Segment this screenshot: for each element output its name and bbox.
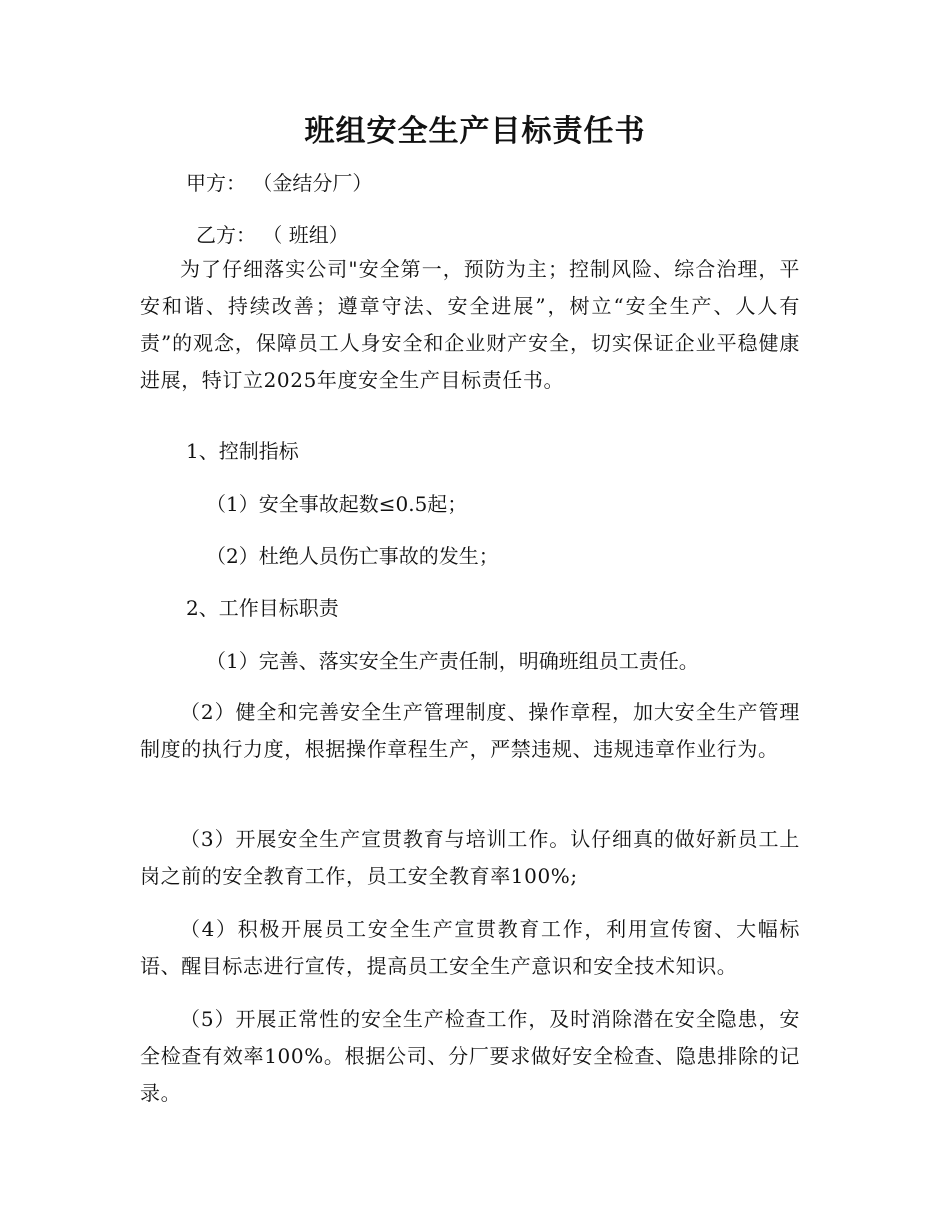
work-goal-item-2: （2）健全和完善安全生产管理制度、操作章程，加大安全生产管理制度的执行力度，根据操作章程生产，严禁违规、违规违章作业行为。 bbox=[140, 700, 800, 761]
control-indicator-item-1: （1）安全事故起数≤0.5起； bbox=[206, 492, 468, 516]
section-2-heading: 2、工作目标职责 bbox=[186, 596, 339, 620]
intro-paragraph: 为了仔细落实公司"安全第一，预防为主；控制风险、综合治理，平安和谐、持续改善；遵章守法、安全进展”，树立“安全生产、人人有责”的观念，保障员工人身安全和企业财产安全，切实保证企业平稳健康进展，特订立2025年度安全生产目标责任书。 bbox=[140, 257, 800, 392]
control-indicator-item-2: （2）杜绝人员伤亡事故的发生； bbox=[206, 544, 499, 568]
section-1-heading: 1、控制指标 bbox=[186, 439, 299, 463]
document-title: 班组安全生产目标责任书 bbox=[304, 114, 646, 149]
work-goal-item-3: （3）开展安全生产宣贯教育与培训工作。认仔细真的做好新员工上岗之前的安全教育工作，员工安全教育率100%; bbox=[140, 827, 800, 888]
party-a-line: 甲方： （金结分厂） bbox=[186, 171, 373, 195]
party-b-line: 乙方： （ 班组） bbox=[196, 223, 349, 247]
work-goal-item-1: （1）完善、落实安全生产责任制，明确班组员工责任。 bbox=[206, 649, 699, 673]
work-goal-item-4: （4）积极开展员工安全生产宣贯教育工作，利用宣传窗、大幅标语、醒目标志进行宣传，提高员工安全生产意识和安全技术知识。 bbox=[140, 917, 800, 978]
work-goal-item-5: （5）开展正常性的安全生产检查工作，及时消除潜在安全隐患，安全检查有效率100%。根据公司、分厂要求做好安全检查、隐患排除的记录。 bbox=[140, 1007, 800, 1105]
